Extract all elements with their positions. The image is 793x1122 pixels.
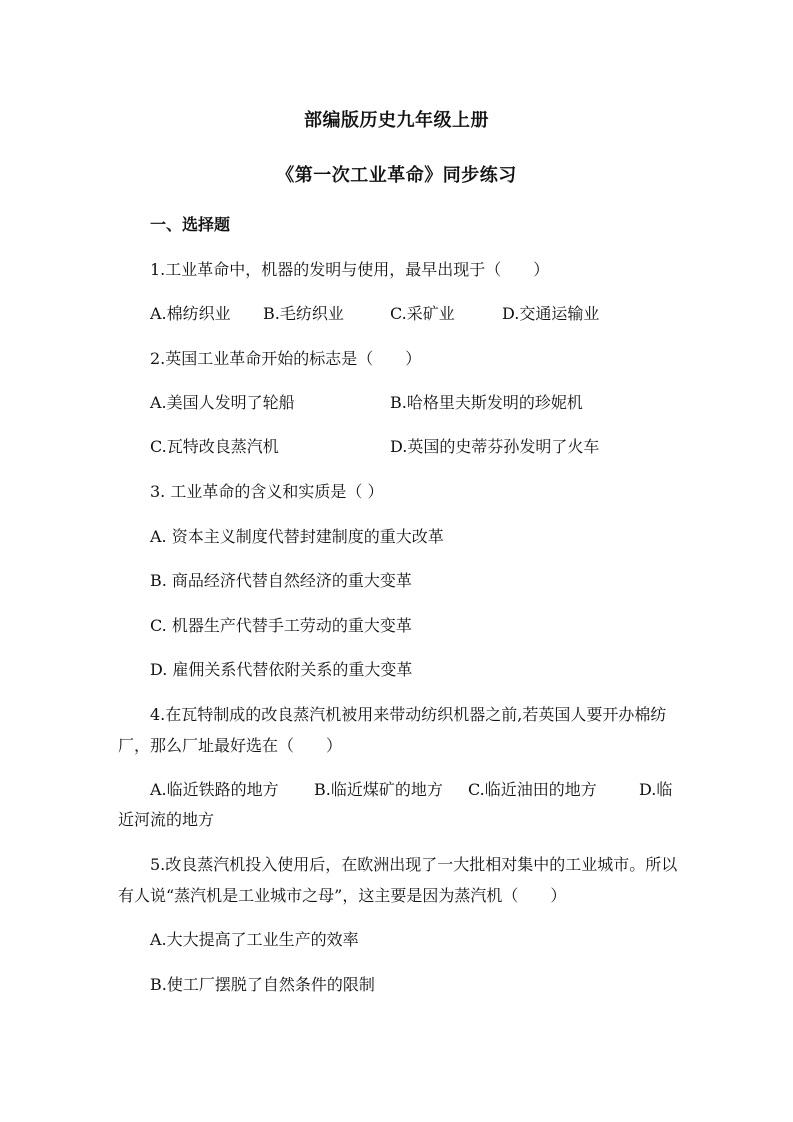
question-2-option-a: A.美国人发明了轮船 bbox=[150, 393, 295, 412]
question-4-option-c: C.临近油田的地方 bbox=[468, 780, 597, 799]
question-4-stem-line-2: 厂，那么厂址最好选在（ ） bbox=[118, 736, 343, 755]
question-4-option-d-part-2: 近河流的地方 bbox=[118, 810, 215, 829]
question-1-option-d: D.交通运输业 bbox=[502, 304, 600, 323]
question-3-option-a: A. 资本主义制度代替封建制度的重大改革 bbox=[150, 527, 444, 546]
question-1-option-b: B.毛纺织业 bbox=[263, 304, 344, 323]
question-4-option-b: B.临近煤矿的地方 bbox=[314, 780, 443, 799]
question-2-stem: 2.英国工业革命开始的标志是（ ） bbox=[150, 349, 422, 368]
question-2-option-c: C.瓦特改良蒸汽机 bbox=[150, 437, 279, 456]
question-4-option-a: A.临近铁路的地方 bbox=[150, 780, 279, 799]
question-2-option-d: D.英国的史蒂芬孙发明了火车 bbox=[390, 437, 600, 456]
question-5-option-b: B.使工厂摆脱了自然条件的限制 bbox=[150, 975, 375, 994]
question-3-stem: 3. 工业革命的含义和实质是（ ） bbox=[150, 482, 384, 501]
question-1-stem: 1.工业革命中，机器的发明与使用，最早出现于（ ） bbox=[150, 260, 550, 279]
question-4-stem-line-1: 4.在瓦特制成的改良蒸汽机被用来带动纺织机器之前,若英国人要开办棉纺 bbox=[150, 705, 667, 724]
question-3-option-d: D. 雇佣关系代替依附关系的重大变革 bbox=[150, 660, 413, 679]
question-3-option-b: B. 商品经济代替自然经济的重大变革 bbox=[150, 571, 412, 590]
question-1-option-c: C.采矿业 bbox=[390, 304, 455, 323]
section-heading: 一、选择题 bbox=[150, 215, 231, 234]
question-2-option-b: B.哈格里夫斯发明的珍妮机 bbox=[390, 393, 583, 412]
question-3-option-c: C. 机器生产代替手工劳动的重大变革 bbox=[150, 616, 412, 635]
document-subtitle: 《第一次工业革命》同步练习 bbox=[276, 165, 517, 186]
question-5-stem-line-2: 有人说“蒸汽机是工业城市之母”，这主要是因为蒸汽机（ ） bbox=[118, 886, 567, 905]
question-5-option-a: A.大大提高了工业生产的效率 bbox=[150, 930, 359, 949]
question-1-option-a: A.棉纺织业 bbox=[150, 304, 231, 323]
question-5-stem-line-1: 5.改良蒸汽机投入使用后，在欧洲出现了一大批相对集中的工业城市。所以 bbox=[150, 855, 678, 874]
question-4-option-d-part-1: D.临 bbox=[639, 780, 673, 799]
document-title: 部编版历史九年级上册 bbox=[304, 110, 489, 131]
